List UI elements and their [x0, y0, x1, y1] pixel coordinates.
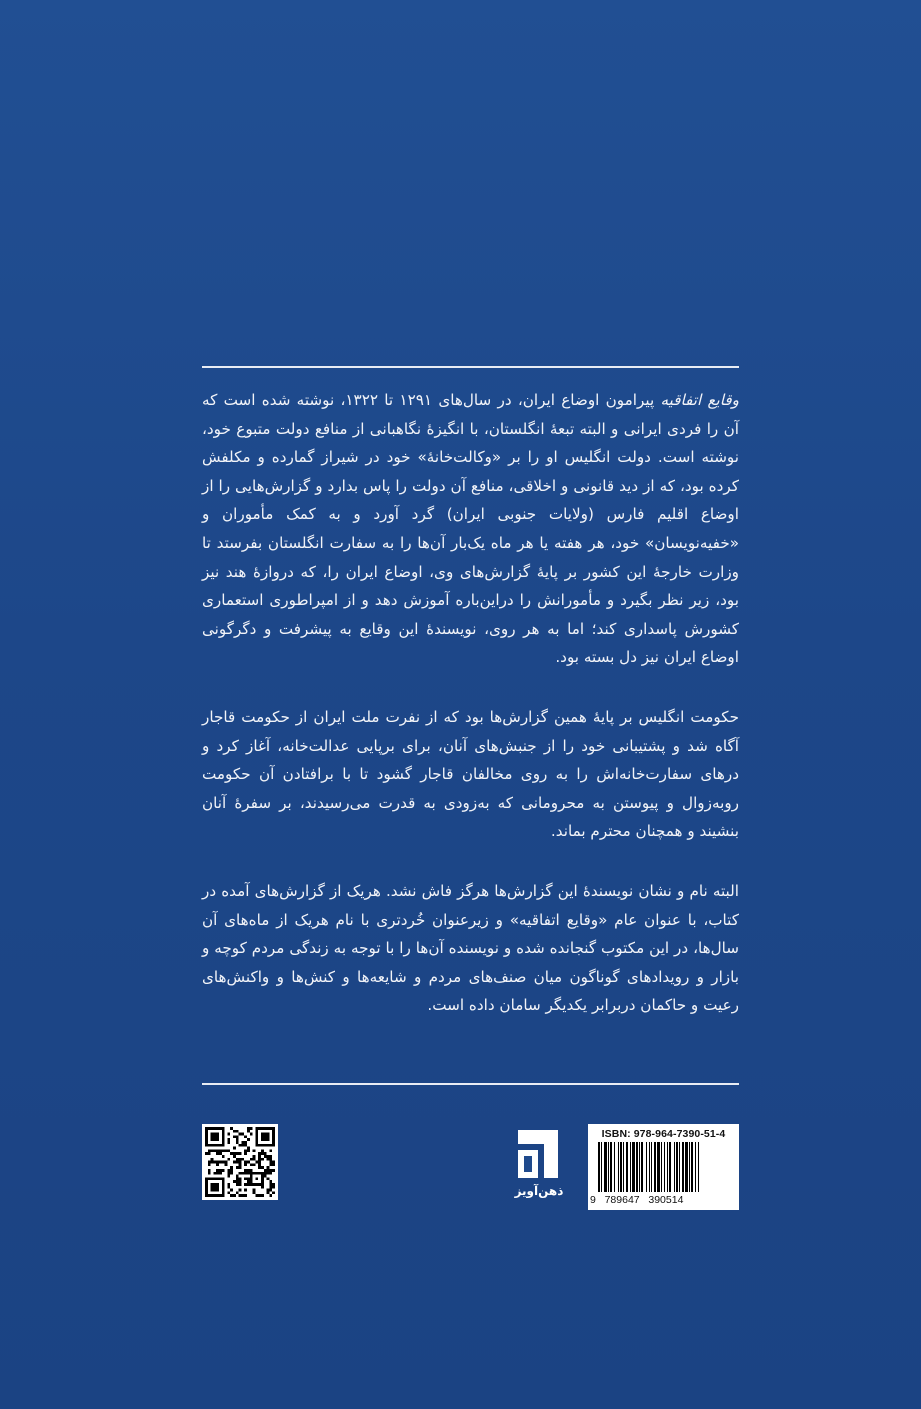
cover-footer — [202, 1124, 739, 1214]
isbn-barcode-block — [588, 1124, 739, 1210]
blurb-paragraph-1 — [202, 386, 739, 672]
publisher-logo-icon — [514, 1128, 562, 1180]
blurb-paragraph-1-text: پیرامون اوضاع ایران، در سال‌های ۱۲۹۱ تا ۱۳۲۲، نوشته شده است که آن را فردی ایرانی و البته تبعهٔ انگلستان، با انگیزهٔ نگاهبانی از منافع دولت متبوع خود، نوشته است. دولت انگلیس او را بر «وکالت‌خانهٔ» خود در شیراز گمارده و مکلفش کرده بود، که از دید قانونی و اخلاقی، منافع آن دولت را پاس بدارد و گزارش‌هایی را از اوضاع اقلیم فارس (ولایات جنوبی ایران) گرد آورد و به کمک مأموران و «خفیه‌نویسان» خود، هر هفته یا هر ماه یک‌بار آن‌ها را به سفارت انگلستان بفرستد تا وزارت خارجهٔ این کشور بر پایهٔ گزارش‌های وی، اوضاع ایران را، که دروازهٔ هند نیز بود، زیر نظر بگیرد و مأمورانش را دراین‌باره آموزش دهد و از امپراطوری استعماری کشورش پاسداری کند؛ اما به هر روی، نویسندهٔ این وقایع به پیشرفت و دگرگونی اوضاع ایران نیز دل بسته بود. — [202, 391, 739, 667]
isbn-label: ISBN: 978-964-7390-51-4 — [601, 1128, 726, 1140]
barcode-digits: 9 789647 390514 — [590, 1194, 684, 1206]
qr-code-icon — [202, 1124, 278, 1200]
book-title-inline: وقایع اتفاقیه — [660, 391, 740, 409]
bottom-divider — [202, 1083, 739, 1085]
blurb-paragraph-3: البته نام و نشان نویسندهٔ این گزارش‌ها هرگز فاش نشد. هریک از گزارش‌های آمده در کتاب، با عنوان عام «وقایع اتفاقیه» و زیرعنوان خُردتری با نام هریک از ماه‌های آن سال‌ها، در این مکتوب گنجانده شده و نویسنده آن‌ها را با توجه به زندگی مردم کوچه و بازار و رویدادهای گوناگون میان صنف‌های مردم و شایعه‌ها و کنش‌ها و واکنش‌های رعیت و حاکمان دربرابر یکدیگر سامان داده است. — [202, 881, 739, 1015]
blurb-paragraph-2: حکومت انگلیس بر پایهٔ همین گزارش‌ها بود که از نفرت ملت ایران از حکومت قاجار آگاه شد و پشتیبانی خود را از جنبش‌های آنان، برای برپایی عدالت‌خانه، آغاز کرد و درهای سفارت‌خانه‌اش را به روی مخالفان قاجار گشود تا با برافتادن آن حکومت روبه‌زوال و پیوستن به محرومانی که به‌زودی به قدرت می‌رسیدند، بر سفرهٔ آنان بنشیند و همچنان محترم بماند. — [202, 707, 739, 841]
publisher-name: ذهن‌آویز — [514, 1184, 564, 1198]
top-divider — [202, 366, 739, 368]
blurb-text — [202, 386, 739, 1051]
barcode-icon — [598, 1142, 734, 1192]
publisher-logo — [512, 1124, 566, 1208]
